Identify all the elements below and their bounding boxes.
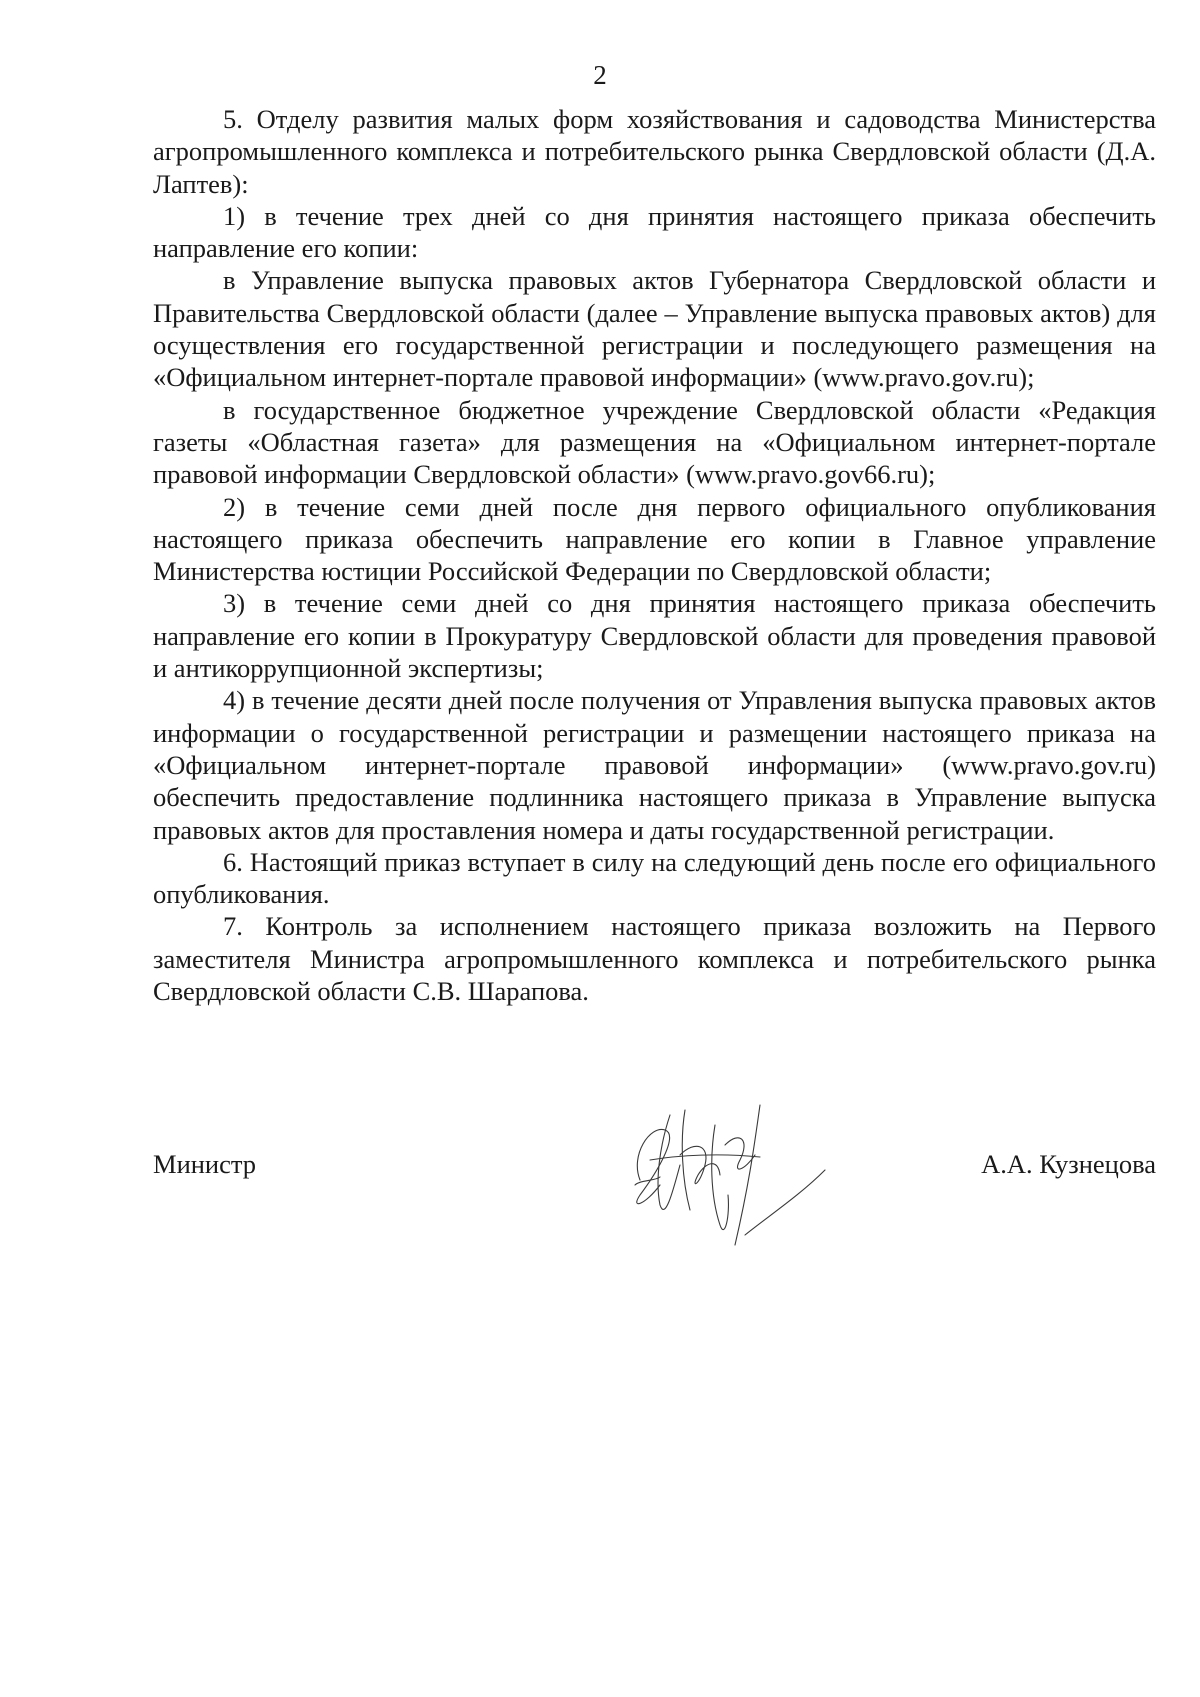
paragraph-5-3: 3) в течение семи дней со дня принятия настоящего приказа обеспечить направление его копии в Прокуратуру Свердловской области для проведения правовой и антикоррупционной экспертизы; <box>153 588 1156 684</box>
signatory-title: Министр <box>153 1149 257 1179</box>
paragraph-6: 6. Настоящий приказ вступает в силу на следующий день после его официального опубликования. <box>153 846 1156 910</box>
paragraph-5-1: 1) в течение трех дней со дня принятия настоящего приказа обеспечить направление его копии: <box>153 200 1156 264</box>
document-body <box>153 103 1156 1007</box>
paragraph-7: 7. Контроль за исполнением настоящего приказа возложить на Первого заместителя Министра агропромышленного комплекса и потребительского рынка Свердловской области С.В. Шарапова. <box>153 911 1156 1007</box>
handwritten-signature-icon <box>610 1085 830 1250</box>
paragraph-5-4: 4) в течение десяти дней после получения от Управления выпуска правовых актов информации о государственной регистрации и размещении настоящего приказа на «Официальном интернет-портале правовой информации» (www.pravo.gov.ru) обеспечить предоставление подлинника настоящего приказа в Управление выпуска правовых актов для проставления номера и даты государственной регистрации. <box>153 685 1156 845</box>
signatory-name: А.А. Кузнецова <box>981 1149 1156 1179</box>
paragraph-5-1-a: в Управление выпуска правовых актов Губернатора Свердловской области и Правительства Свердловской области (далее – Управление выпуска правовых актов) для осуществления его государственной регистрации и последующего размещения на «Официальном интернет-портале правовой информации» (www.pravo.gov.ru); <box>153 265 1156 393</box>
paragraph-5-2: 2) в течение семи дней после дня первого официального опубликования настоящего приказа обеспечить направление его копии в Главное управление Министерства юстиции Российской Федерации по Свердловской области; <box>153 491 1156 587</box>
paragraph-5-1-b: в государственное бюджетное учреждение Свердловской области «Редакция газеты «Областная газета» для размещения на «Официальном интернет-портале правовой информации Свердловской области» (www.pravo.gov66.ru); <box>153 394 1156 490</box>
paragraph-5: 5. Отделу развития малых форм хозяйствования и садоводства Министерства агропромышленного комплекса и потребительского рынка Свердловской области (Д.А. Лаптев): <box>153 104 1156 199</box>
page-number: 2 <box>593 60 607 90</box>
